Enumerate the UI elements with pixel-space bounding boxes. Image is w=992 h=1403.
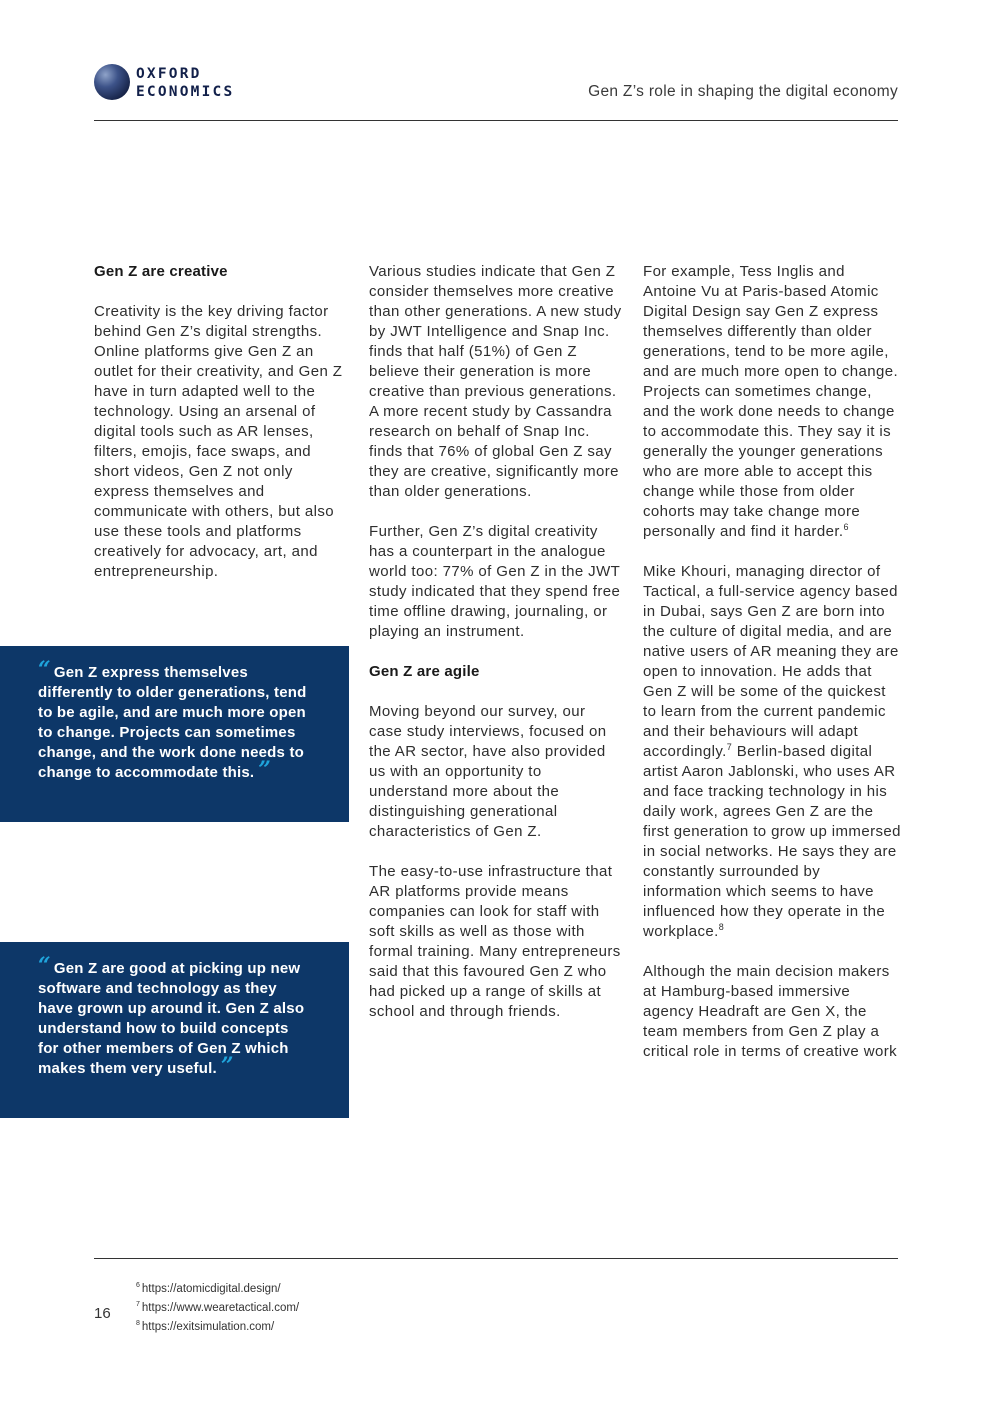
paragraph: Various studies indicate that Gen Z consider themselves more creative than other generations. A new study by JWT Intelligence and Snap Inc. finds that half (51%) of Gen Z believe their generation is more creative than previous generations. A more recent study by Cassandra research on behalf of Snap Inc. finds that 76% of global Gen Z say they are creative, significantly more than older generations. [369,263,622,500]
footnote-ref: 6 [843,522,849,532]
paragraph: Creativity is the key driving factor behind Gen Z’s digital strengths. Online platforms give Gen Z an outlet for their creativity, and Gen Z have in turn adapted well to the technology. Using an arsenal of digital tools such as AR lenses, filters, emojis, face swaps, and short videos, Gen Z not only express themselves and communicate with others, but also use these tools and platforms creatively for advocacy, art, and entrepreneurship. [94,303,343,580]
logo-line-2: ECONOMICS [136,84,235,100]
footnote-link[interactable]: https://exitsimulation.com/ [141,1320,275,1333]
column-3 [643,262,901,1082]
pull-quote-2 [0,942,349,1118]
close-quote-icon: ” [258,757,272,783]
footnote [136,1278,299,1297]
footer-rule [94,1258,898,1259]
footnote-number: 8 [136,1319,140,1327]
paragraph: The easy-to-use infrastructure that AR platforms provide means companies can look for staff with soft skills as well as those with formal training. Many entrepreneurs said that this favoured Gen Z who had picked up a range of skills at school and through friends. [369,863,621,1020]
paragraph [643,262,901,542]
logo-line-1: OXFORD [136,66,202,82]
header-rule [94,120,898,121]
footnote-number: 6 [136,1282,140,1289]
open-quote-icon: “ [38,657,51,683]
footnote [136,1316,299,1335]
footnote-ref: 7 [726,742,733,752]
pull-quote-text: Gen Z express themselves differently to older generations, tend to be agile, and are much more open to change. Projects can sometimes change, and the work done needs to change to accommodate this. [38,664,307,781]
pull-quote-text: Gen Z are good at picking up new software and technology as they have grown up around it. Gen Z also understand how to build concepts for other members of Gen Z which makes them very useful. [38,960,305,1077]
column-2 [369,262,623,1042]
paragraph: Moving beyond our survey, our case study interviews, focused on the AR sector, have also provided us with an opportunity to understand more about the distinguishing generational characteristics of Gen Z. [369,703,607,840]
column-1 [94,262,346,602]
footnote-link[interactable]: https://atomicdigital.design/ [141,1282,281,1295]
paragraph-text: For example, Tess Inglis and Antoine Vu at Paris-based Atomic Digital Design say Gen Z express themselves differently than older generations, tend to be more agile, and are much more open to change. Projects can sometimes change, and the work done needs to change to accommodate this. They say it is generally the younger generations who are more able to accept this change while those from older cohorts may take change more personally and find it harder. [643,263,899,540]
footnote-number: 7 [136,1300,140,1308]
logo-wordmark [136,65,234,101]
paragraph [643,562,901,942]
globe-icon [94,64,130,100]
paragraph-text: Berlin-based digital artist Aaron Jablonski, who uses AR and face tracking technology in his daily work, agrees Gen Z are the first generation to grow up immersed in social networks. He says they are constantly surrounded by information which seems to have influenced how they operate in the workplace. [643,743,901,940]
heading-gen-z-creative: Gen Z are creative [94,263,228,280]
heading-gen-z-agile: Gen Z are agile [369,663,480,680]
open-quote-icon: “ [38,953,51,979]
report-title: Gen Z’s role in shaping the digital economy [588,83,898,100]
footnote-ref: 8 [718,922,725,932]
footnotes [136,1278,299,1334]
paragraph: Although the main decision makers at Hamburg-based immersive agency Headraft are Gen X, the team members from Gen Z play a critical role in terms of creative work [643,963,897,1060]
oxford-economics-logo [94,64,254,104]
page-number: 16 [94,1305,111,1322]
pull-quote-1 [0,646,349,822]
footnote-link[interactable]: https://www.wearetactical.com/ [141,1301,300,1314]
paragraph-text: Mike Khouri, managing director of Tactical, a full-service agency based in Dubai, says Gen Z are born into the culture of digital media, and are native users of AR meaning they are open to innovation. He adds that Gen Z will be some of the quickest to learn from the current pandemic and their behaviours will adapt accordingly. [643,563,899,760]
close-quote-icon: ” [220,1053,234,1079]
footnote [136,1297,299,1316]
paragraph: Further, Gen Z’s digital creativity has a counterpart in the analogue world too: 77% of Gen Z in the JWT study indicated that they spend free time offline drawing, journaling, or playing an instrument. [369,523,621,640]
